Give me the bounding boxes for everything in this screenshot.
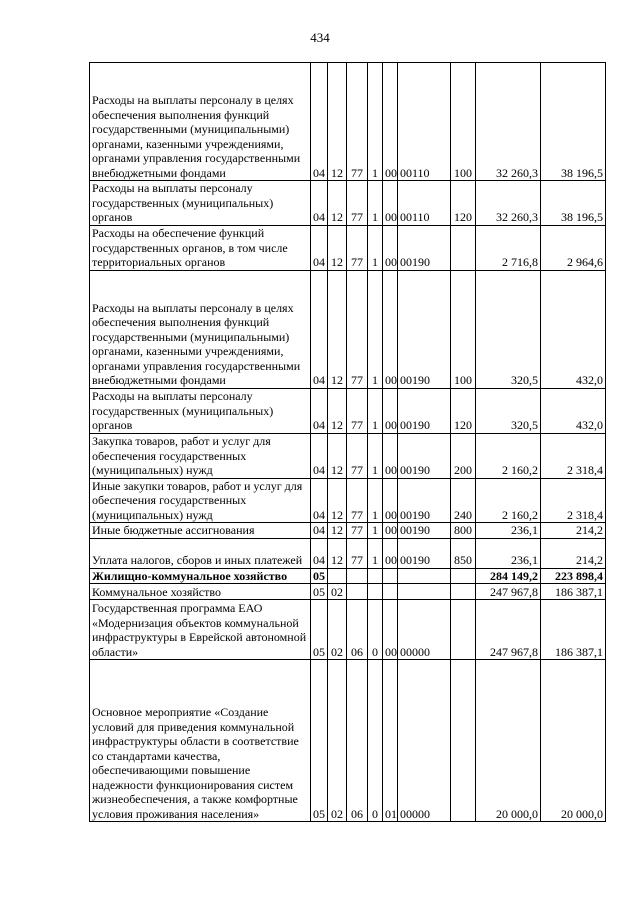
row-main-activity-cell: 00 [383, 433, 398, 478]
row-subprogram-cell: 1 [368, 523, 383, 539]
row-amount-year2-cell: 2 964,6 [541, 225, 606, 270]
row-subprogram-cell: 1 [368, 388, 383, 433]
row-expense-type-cell: 120 [451, 388, 476, 433]
row-pr-cell: 12 [328, 388, 347, 433]
row-rz-cell: 04 [311, 433, 328, 478]
row-amount-year2-cell: 2 318,4 [541, 433, 606, 478]
table-row [90, 270, 606, 388]
table-row [90, 478, 606, 523]
row-program-cell: 06 [347, 660, 368, 822]
row-amount-year2-cell: 186 387,1 [541, 584, 606, 600]
row-rz-cell: 05 [311, 584, 328, 600]
row-pr-cell: 12 [328, 478, 347, 523]
row-direction-cell: 00190 [398, 270, 451, 388]
row-rz-cell: 04 [311, 478, 328, 523]
row-program-cell: 77 [347, 388, 368, 433]
row-pr-cell: 12 [328, 225, 347, 270]
row-expense-type-cell [451, 225, 476, 270]
row-pr-cell: 12 [328, 270, 347, 388]
page-number: 434 [310, 30, 330, 45]
row-name-cell: Расходы на обеспечение функций государственных органов, в том числе территориальных органов [90, 225, 311, 270]
row-main-activity-cell: 00 [383, 181, 398, 226]
row-pr-cell: 12 [328, 181, 347, 226]
row-amount-year1-cell: 247 967,8 [476, 584, 541, 600]
table-row [90, 538, 606, 568]
row-pr-cell: 02 [328, 600, 347, 660]
row-program-cell [347, 568, 368, 584]
row-rz-cell: 05 [311, 600, 328, 660]
row-name-cell: Иные бюджетные ассигнования [90, 523, 311, 539]
row-program-cell: 77 [347, 63, 368, 181]
row-direction-cell: 00190 [398, 523, 451, 539]
row-name-cell: Расходы на выплаты персоналу в целях обеспечения выполнения функций государственными (муниципальными) органами, казенными учреждениями, органами управления государственными внебюджетными фондами [90, 270, 311, 388]
row-pr-cell: 12 [328, 538, 347, 568]
table-row [90, 584, 606, 600]
row-name-cell: Расходы на выплаты персоналу в целях обеспечения выполнения функций государственными (муниципальными) органами, казенными учреждениями, органами управления государственными внебюджетными фондами [90, 63, 311, 181]
table-row [90, 660, 606, 822]
row-subprogram-cell: 1 [368, 538, 383, 568]
row-direction-cell: 00190 [398, 225, 451, 270]
row-direction-cell [398, 568, 451, 584]
row-amount-year1-cell: 2 160,2 [476, 478, 541, 523]
row-amount-year1-cell: 2 160,2 [476, 433, 541, 478]
row-main-activity-cell: 00 [383, 523, 398, 539]
row-pr-cell [328, 568, 347, 584]
row-pr-cell: 12 [328, 63, 347, 181]
row-rz-cell: 05 [311, 568, 328, 584]
row-main-activity-cell: 00 [383, 388, 398, 433]
row-amount-year1-cell: 32 260,3 [476, 181, 541, 226]
row-name-cell: Закупка товаров, работ и услуг для обеспечения государственных (муниципальных) нужд [90, 433, 311, 478]
row-amount-year1-cell: 320,5 [476, 388, 541, 433]
row-amount-year1-cell: 32 260,3 [476, 63, 541, 181]
row-rz-cell: 04 [311, 225, 328, 270]
budget-table-body [90, 63, 606, 822]
row-subprogram-cell: 1 [368, 270, 383, 388]
row-expense-type-cell: 120 [451, 181, 476, 226]
row-amount-year1-cell: 320,5 [476, 270, 541, 388]
row-program-cell: 77 [347, 523, 368, 539]
row-program-cell: 77 [347, 433, 368, 478]
row-subprogram-cell: 1 [368, 478, 383, 523]
row-expense-type-cell [451, 660, 476, 822]
row-direction-cell: 00190 [398, 433, 451, 478]
row-direction-cell [398, 584, 451, 600]
row-rz-cell: 04 [311, 388, 328, 433]
row-amount-year2-cell: 20 000,0 [541, 660, 606, 822]
row-rz-cell: 04 [311, 523, 328, 539]
row-main-activity-cell: 00 [383, 600, 398, 660]
row-subprogram-cell: 1 [368, 433, 383, 478]
row-name-cell: Основное мероприятие «Создание условий для приведения коммунальной инфраструктуры области в соответствие со стандартами качества, обеспечивающими повышение надежности функционирования систем жизнеобеспечения, а также комфортные условия проживания населения» [90, 660, 311, 822]
row-amount-year1-cell: 236,1 [476, 538, 541, 568]
table-row [90, 225, 606, 270]
table-row [90, 568, 606, 584]
row-expense-type-cell [451, 600, 476, 660]
row-expense-type-cell [451, 584, 476, 600]
row-amount-year2-cell: 432,0 [541, 270, 606, 388]
row-name-cell: Государственная программа ЕАО «Модернизация объектов коммунальной инфраструктуры в Еврейской автономной области» [90, 600, 311, 660]
row-amount-year2-cell: 432,0 [541, 388, 606, 433]
row-amount-year2-cell: 38 196,5 [541, 181, 606, 226]
row-program-cell: 77 [347, 181, 368, 226]
row-subprogram-cell [368, 568, 383, 584]
row-name-cell: Расходы на выплаты персоналу государственных (муниципальных) органов [90, 388, 311, 433]
row-main-activity-cell: 00 [383, 478, 398, 523]
row-direction-cell: 00190 [398, 478, 451, 523]
row-expense-type-cell: 200 [451, 433, 476, 478]
row-direction-cell: 00190 [398, 538, 451, 568]
row-program-cell: 06 [347, 600, 368, 660]
row-direction-cell: 00000 [398, 600, 451, 660]
row-direction-cell: 00000 [398, 660, 451, 822]
row-main-activity-cell: 00 [383, 270, 398, 388]
row-amount-year2-cell: 214,2 [541, 523, 606, 539]
row-amount-year2-cell: 2 318,4 [541, 478, 606, 523]
row-expense-type-cell: 100 [451, 63, 476, 181]
row-direction-cell: 00110 [398, 181, 451, 226]
row-pr-cell: 02 [328, 584, 347, 600]
row-direction-cell: 00190 [398, 388, 451, 433]
row-name-cell: Расходы на выплаты персоналу государственных (муниципальных) органов [90, 181, 311, 226]
row-pr-cell: 02 [328, 660, 347, 822]
row-subprogram-cell: 1 [368, 181, 383, 226]
row-main-activity-cell: 00 [383, 63, 398, 181]
row-main-activity-cell [383, 584, 398, 600]
row-expense-type-cell: 240 [451, 478, 476, 523]
row-subprogram-cell: 0 [368, 660, 383, 822]
row-main-activity-cell: 00 [383, 538, 398, 568]
row-rz-cell: 04 [311, 538, 328, 568]
row-rz-cell: 04 [311, 181, 328, 226]
row-amount-year1-cell: 284 149,2 [476, 568, 541, 584]
row-amount-year2-cell: 186 387,1 [541, 600, 606, 660]
row-subprogram-cell: 0 [368, 600, 383, 660]
row-name-cell: Иные закупки товаров, работ и услуг для обеспечения государственных (муниципальных) нужд [90, 478, 311, 523]
row-expense-type-cell: 100 [451, 270, 476, 388]
row-main-activity-cell: 00 [383, 225, 398, 270]
row-main-activity-cell [383, 568, 398, 584]
row-amount-year2-cell: 38 196,5 [541, 63, 606, 181]
row-pr-cell: 12 [328, 433, 347, 478]
row-name-cell: Уплата налогов, сборов и иных платежей [90, 538, 311, 568]
row-pr-cell: 12 [328, 523, 347, 539]
row-program-cell [347, 584, 368, 600]
row-rz-cell: 04 [311, 270, 328, 388]
row-subprogram-cell: 1 [368, 225, 383, 270]
row-amount-year2-cell: 214,2 [541, 538, 606, 568]
table-row [90, 388, 606, 433]
row-main-activity-cell: 01 [383, 660, 398, 822]
table-row [90, 433, 606, 478]
row-expense-type-cell: 800 [451, 523, 476, 539]
table-row [90, 63, 606, 181]
table-row [90, 600, 606, 660]
table-row [90, 181, 606, 226]
row-amount-year1-cell: 236,1 [476, 523, 541, 539]
row-name-cell: Жилищно-коммунальное хозяйство [90, 568, 311, 584]
table-row [90, 523, 606, 539]
row-program-cell: 77 [347, 270, 368, 388]
row-program-cell: 77 [347, 538, 368, 568]
row-amount-year2-cell: 223 898,4 [541, 568, 606, 584]
row-amount-year1-cell: 247 967,8 [476, 600, 541, 660]
row-program-cell: 77 [347, 225, 368, 270]
row-amount-year1-cell: 2 716,8 [476, 225, 541, 270]
row-name-cell: Коммунальное хозяйство [90, 584, 311, 600]
row-subprogram-cell [368, 584, 383, 600]
row-subprogram-cell: 1 [368, 63, 383, 181]
row-rz-cell: 04 [311, 63, 328, 181]
row-expense-type-cell: 850 [451, 538, 476, 568]
row-amount-year1-cell: 20 000,0 [476, 660, 541, 822]
budget-table [89, 62, 606, 822]
row-rz-cell: 05 [311, 660, 328, 822]
row-program-cell: 77 [347, 478, 368, 523]
row-direction-cell: 00110 [398, 63, 451, 181]
row-expense-type-cell [451, 568, 476, 584]
